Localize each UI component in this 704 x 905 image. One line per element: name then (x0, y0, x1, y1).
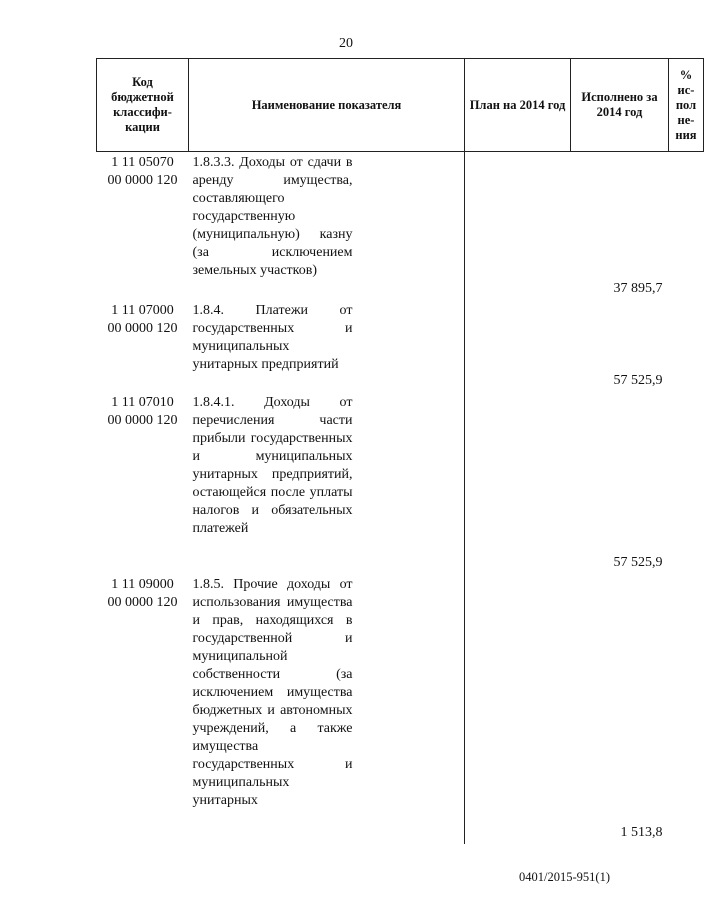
table-header-row (97, 59, 704, 152)
row-name (189, 574, 465, 844)
row-percent (669, 392, 704, 574)
page-number: 20 (339, 36, 353, 51)
row-code (97, 392, 189, 574)
row-name (189, 152, 465, 301)
code-line-2: 00 0000 120 (107, 413, 178, 428)
row-done: 57 525,9 (613, 373, 663, 388)
row-name-text: 1.8.3.3. Доходы от сдачи в аренду имущества, составляющего государственную (муниципальную) казну (за исключением земельных участков) (192, 155, 353, 278)
row-name-text: 1.8.5. Прочие доходы от использования имущества и прав, находящихся в государственной и муниципальной собственности (за исключением имущества бюджетных и автономных учреждений, а также имущества государственных и муниципальных унитарных (192, 577, 353, 808)
table-row (97, 392, 704, 574)
table-row (97, 300, 704, 392)
row-plan (465, 152, 571, 301)
document-id: 0401/2015-951(1) (519, 870, 610, 884)
code-line-1: 1 11 05070 (111, 155, 174, 170)
row-code (97, 152, 189, 301)
row-done: 1 513,8 (620, 825, 663, 840)
code-line-1: 1 11 09000 (111, 577, 174, 592)
header-plan: План на 2014 год (465, 59, 571, 152)
row-code (97, 574, 189, 844)
budget-table (96, 58, 704, 844)
code-line-1: 1 11 07010 (111, 395, 174, 410)
row-code (97, 300, 189, 392)
header-name: Наименование показателя (189, 59, 465, 152)
header-code: Код бюджетной классифи-кации (97, 59, 189, 152)
code-line-2: 00 0000 120 (107, 321, 178, 336)
row-done: 37 895,7 (613, 281, 663, 296)
code-line-1: 1 11 07000 (111, 303, 174, 318)
row-name (189, 300, 465, 392)
row-plan (465, 300, 571, 392)
row-name-text: 1.8.4. Платежи от государственных и муниципальных унитарных предприятий (192, 303, 353, 372)
row-percent (669, 300, 704, 392)
header-percent: % ис-пол не-ния (669, 59, 704, 152)
row-done: 57 525,9 (613, 555, 663, 570)
row-name (189, 392, 465, 574)
row-name-text: 1.8.4.1. Доходы от перечисления части прибыли государственных и муниципальных унитарных предприятий, остающейся после уплаты налогов и обязательных платежей (192, 395, 353, 536)
row-percent (669, 152, 704, 301)
row-plan (465, 392, 571, 574)
row-plan (465, 574, 571, 844)
table-row (97, 152, 704, 301)
code-line-2: 00 0000 120 (107, 173, 178, 188)
code-line-2: 00 0000 120 (107, 595, 178, 610)
table-row (97, 574, 704, 844)
row-percent (669, 574, 704, 844)
header-done: Исполнено за 2014 год (571, 59, 669, 152)
